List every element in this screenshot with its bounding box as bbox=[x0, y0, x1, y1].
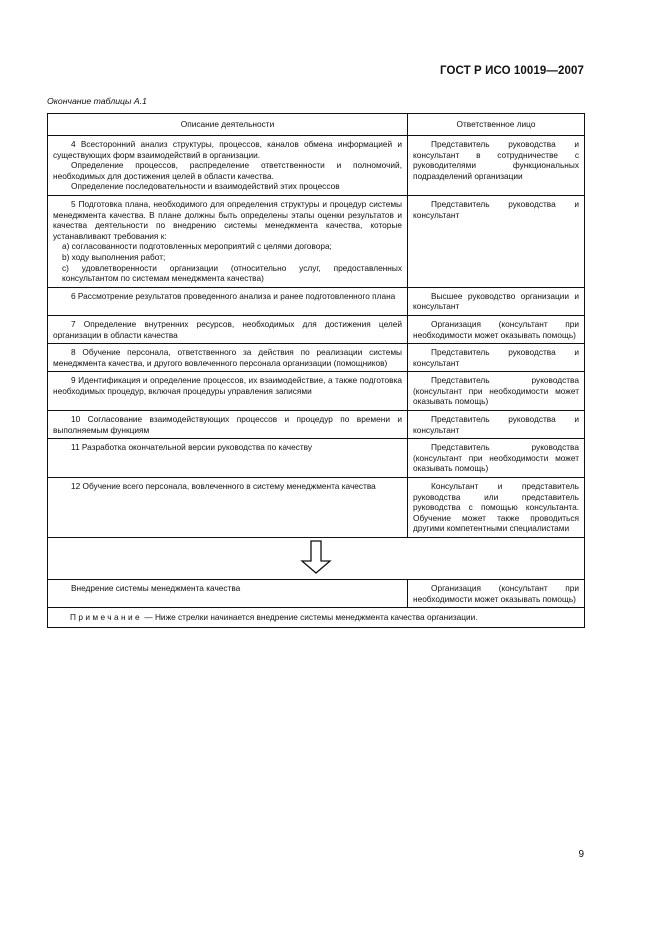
column-header-responsible: Ответственное лицо bbox=[408, 114, 585, 136]
table-row bbox=[48, 580, 585, 608]
responsible-cell: Представитель руководства (консультант при необходимости может оказывать помощь) bbox=[408, 439, 585, 478]
document-title: ГОСТ Р ИСО 10019—2007 bbox=[439, 65, 584, 77]
responsible-cell: Представитель руководства и консультант в сотрудничестве с руководителями функциональных подразделений организации bbox=[408, 136, 585, 196]
activity-cell bbox=[48, 439, 408, 478]
list-item: a) согласованности подготовленных мероприятий с целями договора; bbox=[62, 241, 332, 252]
activity-text: Определение последовательности и взаимодействий этих процессов bbox=[71, 181, 340, 192]
list-item: c) удовлетворенности организации (относительно услуг, предоставленных консультантом по системам менеджмента качества) bbox=[62, 262, 402, 284]
activity-cell bbox=[48, 287, 408, 315]
table-row bbox=[48, 344, 585, 372]
note-text: — Ниже стрелки начинается внедрение системы менеджмента качества организации. bbox=[142, 612, 478, 623]
responsible-cell: Представитель руководства (консультант при необходимости может оказывать помощь) bbox=[408, 372, 585, 411]
implementation-text: Внедрение системы менеджмента качества bbox=[71, 583, 241, 593]
responsible-cell: Организация (консультант при необходимости может оказывать помощь) bbox=[408, 580, 585, 608]
activity-text: 11 Разработка окончательной версии руководства по качеству bbox=[71, 442, 313, 453]
arrow-row bbox=[48, 538, 585, 580]
table-caption: Окончание таблицы А.1 bbox=[47, 96, 147, 106]
table-row bbox=[48, 411, 585, 439]
activity-text: 10 Согласование взаимодействующих процессов и процедур по времени и выполняемым функциям bbox=[53, 414, 402, 435]
list-item: b) ходу выполнения работ; bbox=[62, 251, 166, 262]
activity-cell bbox=[48, 411, 408, 439]
page-number: 9 bbox=[578, 849, 584, 860]
table-row bbox=[48, 478, 585, 538]
responsible-cell: Представитель руководства и консультант bbox=[408, 344, 585, 372]
activity-cell bbox=[48, 478, 408, 538]
activity-cell bbox=[48, 372, 408, 411]
activity-text: 9 Идентификация и определение процессов, их взаимодействие, а также подготовка необходимых процедур, включая процедуры управления записями bbox=[53, 375, 402, 396]
activity-cell bbox=[48, 315, 408, 343]
responsible-cell: Представитель руководства и консультант bbox=[408, 411, 585, 439]
table-row bbox=[48, 315, 585, 343]
activity-cell bbox=[48, 195, 408, 287]
activity-text: 7 Определение внутренних ресурсов, необходимых для достижения целей организации в области качества bbox=[53, 318, 402, 340]
responsible-cell: Организация (консультант при необходимости может оказывать помощь) bbox=[408, 315, 585, 343]
activity-text: 8 Обучение персонала, ответственного за действия по реализации системы менеджмента качества, и другого вовлеченного персонала организации (помощников) bbox=[53, 347, 402, 368]
activity-table bbox=[47, 113, 585, 628]
table-row bbox=[48, 372, 585, 411]
responsible-cell: Представитель руководства и консультант bbox=[408, 195, 585, 287]
note-row bbox=[48, 608, 585, 628]
responsible-cell: Консультант и представитель руководства или представитель руководства с помощью консультанта. Обучение может также проводиться другими компетентными специалистами bbox=[408, 478, 585, 538]
activity-cell bbox=[48, 344, 408, 372]
activity-text: Определение процессов, распределение ответственности и полномочий, необходимых для достижения целей в области качества. bbox=[53, 160, 402, 181]
activity-text: 12 Обучение всего персонала, вовлеченного в систему менеджмента качества bbox=[71, 481, 376, 492]
table-header-row bbox=[48, 114, 585, 136]
table-row bbox=[48, 136, 585, 196]
responsible-cell: Высшее руководство организации и консультант bbox=[408, 287, 585, 315]
table-row bbox=[48, 287, 585, 315]
note-label: Примечание bbox=[70, 612, 143, 623]
activity-cell bbox=[48, 136, 408, 196]
arrow-cell bbox=[48, 538, 585, 580]
table-row bbox=[48, 439, 585, 478]
activity-cell bbox=[48, 580, 408, 608]
activity-text: 6 Рассмотрение результатов проведенного анализа и ранее подготовленного плана bbox=[71, 290, 396, 301]
note-cell bbox=[48, 608, 585, 628]
activity-text: 5 Подготовка плана, необходимого для определения структуры и процедур системы менеджмента качества. В плане должны быть определены этапы оценки результатов и качества деятельности по внедрению системы менеджмента качества, которые устанавливают требования к: bbox=[53, 198, 402, 241]
down-arrow-icon bbox=[300, 540, 332, 574]
table-row bbox=[48, 195, 585, 287]
column-header-activity: Описание деятельности bbox=[48, 114, 408, 136]
activity-text: 4 Всесторонний анализ структуры, процессов, каналов обмена информацией и существующих форм взаимодействий в организации. bbox=[53, 139, 402, 160]
